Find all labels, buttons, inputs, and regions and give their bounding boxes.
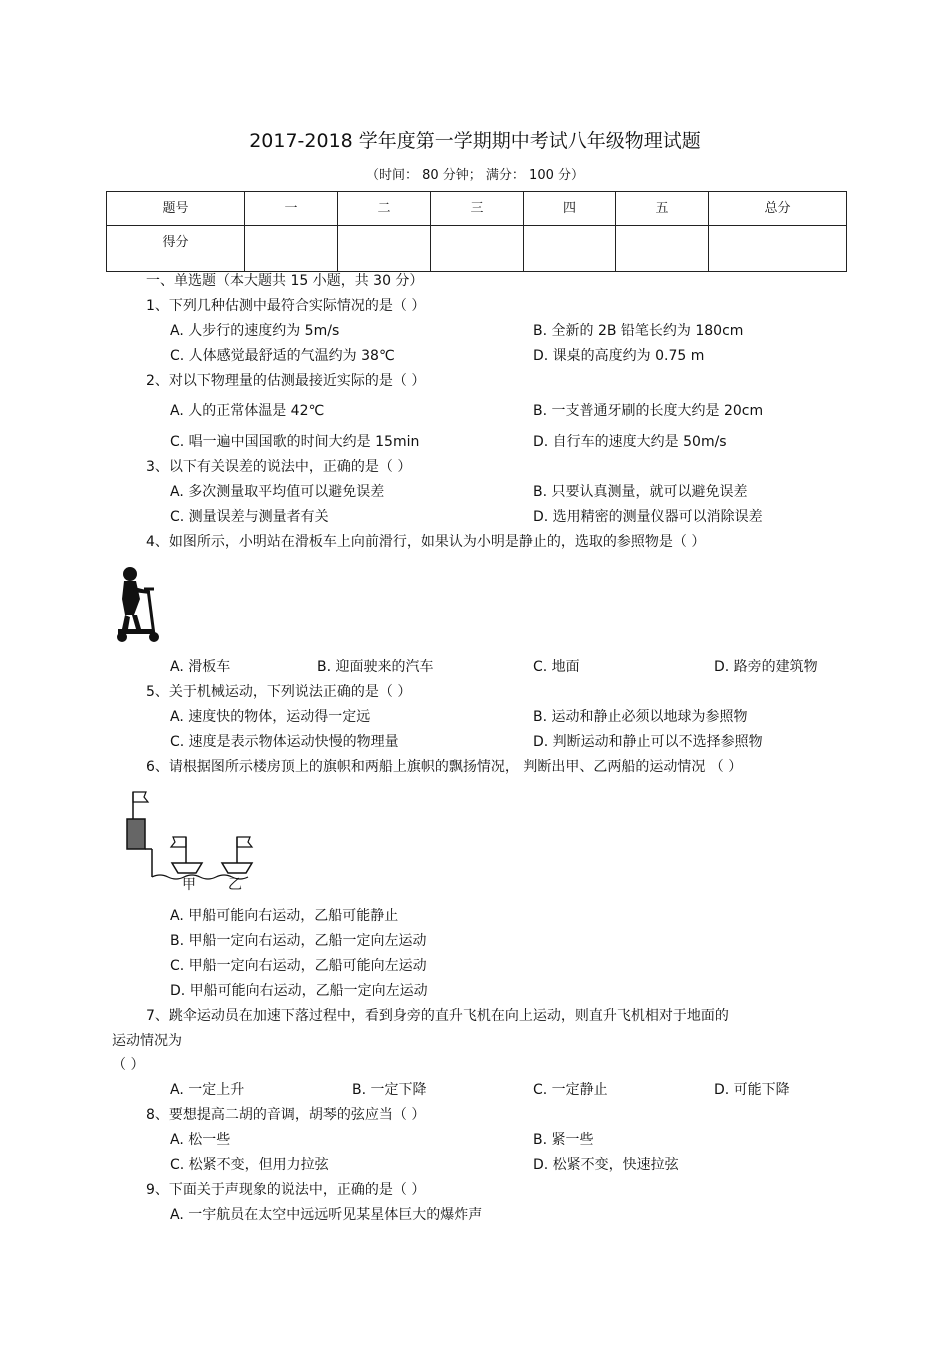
header-cell: 二 xyxy=(338,192,431,226)
question-4-option-b: B. 迎面驶来的汽车 xyxy=(317,659,434,675)
question-2-option-b: B. 一支普通牙刷的长度大约是 20cm xyxy=(533,403,764,419)
question-5-stem: 5、关于机械运动，下列说法正确的是（ ） xyxy=(146,684,412,700)
question-1-option-a: A. 人步行的速度约为 5m/s xyxy=(170,323,340,339)
score-cell xyxy=(245,226,338,272)
question-3-option-d: D. 选用精密的测量仪器可以消除误差 xyxy=(533,509,763,525)
question-8-option-b: B. 紧一些 xyxy=(533,1132,594,1148)
boat-yi-label: 乙 xyxy=(228,877,242,893)
question-9-stem: 9、下面关于声现象的说法中，正确的是（ ） xyxy=(146,1182,426,1198)
question-3-option-c: C. 测量误差与测量者有关 xyxy=(170,509,329,525)
score-table-header-row xyxy=(107,192,847,226)
exam-info: （时间： 80 分钟； 满分： 100 分） xyxy=(365,168,585,183)
question-9-option-a: A. 一宇航员在太空中远远听见某星体巨大的爆炸声 xyxy=(170,1207,483,1223)
question-4-option-a: A. 滑板车 xyxy=(170,659,231,675)
question-3-stem: 3、以下有关误差的说法中，正确的是（ ） xyxy=(146,459,412,475)
header-cell: 题号 xyxy=(107,192,245,226)
header-cell: 一 xyxy=(245,192,338,226)
question-1-option-c: C. 人体感觉最舒适的气温约为 38℃ xyxy=(170,348,395,364)
question-7-option-b: B. 一定下降 xyxy=(352,1082,427,1098)
question-8-option-c: C. 松紧不变，但用力拉弦 xyxy=(170,1157,329,1173)
score-cell xyxy=(616,226,709,272)
question-7-stem-cont: 运动情况为 xyxy=(112,1033,182,1049)
question-8-option-a: A. 松一些 xyxy=(170,1132,231,1148)
score-cell xyxy=(338,226,431,272)
score-cell xyxy=(709,226,847,272)
question-7-option-d: D. 可能下降 xyxy=(714,1082,790,1098)
flags-boats-diagram xyxy=(112,787,262,895)
question-8-option-d: D. 松紧不变，快速拉弦 xyxy=(533,1157,679,1173)
question-1-option-d: D. 课桌的高度约为 0.75 m xyxy=(533,348,705,364)
question-2-option-a: A. 人的正常体温是 42℃ xyxy=(170,403,325,419)
question-3-option-a: A. 多次测量取平均值可以避免误差 xyxy=(170,484,385,500)
question-8-stem: 8、要想提高二胡的音调，胡琴的弦应当（ ） xyxy=(146,1107,426,1123)
question-4-option-d: D. 路旁的建筑物 xyxy=(714,659,818,675)
question-6-option-a: A. 甲船可能向右运动，乙船可能静止 xyxy=(170,908,399,924)
header-cell: 三 xyxy=(431,192,524,226)
question-2-option-c: C. 唱一遍中国国歌的时间大约是 15min xyxy=(170,434,420,450)
question-5-option-c: C. 速度是表示物体运动快慢的物理量 xyxy=(170,734,399,750)
question-7-option-c: C. 一定静止 xyxy=(533,1082,608,1098)
question-6-option-c: C. 甲船一定向右运动，乙船可能向左运动 xyxy=(170,958,427,974)
question-5-option-d: D. 判断运动和静止可以不选择参照物 xyxy=(533,734,763,750)
question-7-answer-blank: （ ） xyxy=(112,1057,145,1073)
page-title: 2017-2018 学年度第一学期期中考试八年级物理试题 xyxy=(249,130,701,152)
question-7-stem: 7、跳伞运动员在加速下落过程中，看到身旁的直升飞机在向上运动，则直升飞机相对于地面的 xyxy=(146,1008,729,1024)
score-cell xyxy=(524,226,616,272)
question-7-option-a: A. 一定上升 xyxy=(170,1082,245,1098)
question-1-stem: 1、下列几种估测中最符合实际情况的是（ ） xyxy=(146,298,426,314)
question-4-option-c: C. 地面 xyxy=(533,659,580,675)
question-5-option-a: A. 速度快的物体，运动得一定远 xyxy=(170,709,371,725)
question-6-stem: 6、请根据图所示楼房顶上的旗帜和两船上旗帜的飘扬情况， 判断出甲、乙两船的运动情况 （ ） xyxy=(146,759,743,775)
question-1-option-b: B. 全新的 2B 铅笔长约为 180cm xyxy=(533,323,744,339)
question-6-option-b: B. 甲船一定向右运动，乙船一定向左运动 xyxy=(170,933,427,949)
score-row-label: 得分 xyxy=(107,226,245,272)
header-cell: 五 xyxy=(616,192,709,226)
header-cell: 四 xyxy=(524,192,616,226)
score-table xyxy=(106,191,847,272)
question-6-option-d: D. 甲船可能向右运动，乙船一定向左运动 xyxy=(170,983,428,999)
question-4-stem: 4、如图所示，小明站在滑板车上向前滑行，如果认为小明是静止的，选取的参照物是（ ） xyxy=(146,534,706,550)
question-2-option-d: D. 自行车的速度大约是 50m/s xyxy=(533,434,727,450)
score-cell xyxy=(431,226,524,272)
scooter-rider-illustration xyxy=(110,565,162,645)
score-table-score-row xyxy=(107,226,847,272)
boat-jia-label: 甲 xyxy=(182,877,196,893)
question-3-option-b: B. 只要认真测量，就可以避免误差 xyxy=(533,484,748,500)
question-5-option-b: B. 运动和静止必须以地球为参照物 xyxy=(533,709,748,725)
question-2-stem: 2、对以下物理量的估测最接近实际的是（ ） xyxy=(146,373,426,389)
header-cell: 总分 xyxy=(709,192,847,226)
section-heading: 一、单选题（本大题共 15 小题，共 30 分） xyxy=(146,273,424,289)
